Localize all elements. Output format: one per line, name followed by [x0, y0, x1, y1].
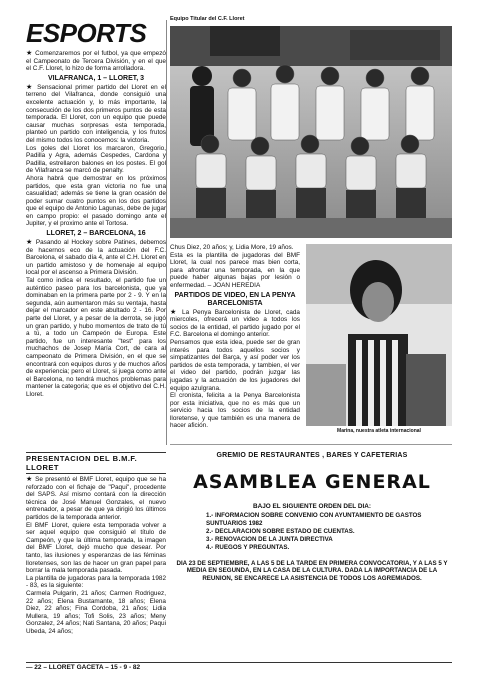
photo-caption: Marina, nuestra atleta internacional [337, 428, 421, 434]
article-paragraph: ★ Comenzaremos por el futbol, ya que empezó el Campeonato de Tercera División, y en el que el C.F. Lloret, lo hizo de forma arrolladora. [26, 50, 166, 73]
meeting-details: DIA 23 DE SEPTIEMBRE, A LAS 5 DE LA TARDE EN PRIMERA CONVOCATORIA, Y A LAS 5 Y MEDIA EN SEGUNDA, EN LA CASA DE LA CULTURA. DADA LA IMPORTANCIA DE LA REUNION, SE ENCARECE LA ASISTENCIA DE TODOS LOS AGREMIADOS. [176, 559, 448, 582]
article-paragraph: El BMF Lloret, quiere esta temporada volver a ser aquel equipo que consiguió el título de Campeón, y que la última temporada, la imagen del BMF Lloret, dejó mucho que desear. Por tanto, las ilusiones y esperanzas de las féminas lloretenses, son las de hacer un gran papel para borrar la mala temporada pasada. [26, 521, 166, 575]
column-divider [166, 20, 167, 445]
agenda-item: 3.- RENOVACION DE LA JUNTA DIRECTIVA [206, 535, 333, 543]
star-icon: ★ [26, 83, 34, 91]
team-photo-image [170, 26, 452, 238]
footer-rule [26, 662, 452, 663]
section-masthead: ESPORTS [26, 18, 147, 48]
notice-organization: GREMIO DE RESTAURANTES , BARES Y CAFETERIAS [216, 452, 408, 459]
match-headline: VILAFRANCA, 1 – LLORET, 3 [47, 74, 145, 82]
star-icon: ★ [170, 308, 179, 316]
middle-column [170, 244, 300, 430]
star-icon: ★ [26, 239, 34, 247]
photo-title: Equipo Titular del C.F. Lloret [170, 16, 245, 22]
article-paragraph: Carmela Pulgarin, 21 años; Carmen Rodriguez, 22 años; Elena Bustamante, 18 años; Elena Diez, 22 años; Fina Cordoba, 21 años; Lidia Mullera, 19 años; Tofi Solis, 23 años; Meny Gonzalez, 24 años; Nati Santana, 20 años; Paqui Ubeda, 24 años; [26, 589, 166, 635]
article-paragraph: ★ Pasando al Hockey sobre Patines, debemos de hacernos eco de la actuación del F.C. Barcelona, el sabado día 4, ante el C.H. Lloret en un partido amistoso y de homenaje al equipo local por el ascenso a Primera División. [26, 239, 167, 277]
article-paragraph: Tal como indica el resultado, el partido fue un auténtico paseo para los barcelonista, que ya dominaban en la primera parte por 2 - 9. Y en la segunda, aún aumentaron más su ventaja, hasta dejar el marcador en este abultado 2 - 16. Por parte del Lloret, y a pesar de la derrota, se jugó un gran partido, y hubo momentos de trato de tú a tú, a todo un Campeón de Europa. Este partido, fue un interesante "test" para los muchachos de Josep María Cort, de cara al campeonato de Primera División, en el que se encontrará con equipos duros y de muchos años de experiencia; pero el Lloret, si juega como ante el Barcelona, no tendrá muchos problemas para mantener la categoria; que es el objetivo del C.H. Lloret. [26, 277, 166, 398]
star-icon: ★ [26, 476, 33, 483]
article-paragraph: Chus Diez, 20 años; y, Lidia More, 19 años. [170, 244, 294, 251]
notice-title: ASAMBLEA GENERAL [193, 470, 431, 493]
page-footer: — 22 – LLORET GACETA – 15 - 9 - 82 [26, 664, 141, 671]
match-headline: LLORET, 2 – BARCELONA, 16 [46, 230, 146, 238]
agenda-item: 4.- RUEGOS Y PREGUNTAS. [206, 543, 290, 551]
runner-photo-image [306, 244, 452, 426]
article-headline: PARTIDOS DE VIDEO, EN LA PENYA BARCELONISTA [174, 291, 296, 307]
assembly-notice [172, 448, 452, 660]
article-paragraph: ★ Se presentó el BMF Lloret, equipo que se ha reforzado con el fichaje de "Paqui", procedente del SAPS. Así mismo contará con la dirección técnica de José Manuel Gonzales, el nuevo entrenador, a pesar de que ya dirigió los últimos partidos de la temporada anterior. [26, 476, 167, 521]
article-paragraph: ★ La Penya Barcelonista de Lloret, cada miercoles, ofrecerá un video a todos los socios de la entidad, el partido jugado por el F.C. Barcelona el domingo anterior. [170, 308, 300, 339]
agenda-heading: BAJO EL SIGUIENTE ORDEN DEL DIA: [252, 502, 371, 510]
article-paragraph: Ahora habrá que demostrar en los próximos partidos, que esta gran victoria no fue una casualidad; además se tiene la gran ocasión de poder sumar cuatro puntos en los dos partidos que el equipo de Antonio Lagunas, debe de jugar en campo propio: el pasado domingo ante el Jupiter, y el proximo ante el Tortosa. [26, 174, 166, 228]
agenda-item: 2.- DECLARACION SOBRE ESTADO DE CUENTAS. [206, 527, 355, 535]
bmf-article [26, 452, 166, 635]
runner-photo [306, 244, 452, 426]
article-paragraph: El cronista, felicita a la Penya Barcelonista por esta iniciativa, que no es más que un servicio hacia los socios de la entidad lloretense, y que también es una manera de hacer afición. [170, 392, 300, 430]
left-column [26, 50, 166, 399]
article-paragraph: Pensamos que esta idea, puede ser de gran interés para todos aquellos socios y simpatizantes del Barça, y así poder ver los partidos de esta temporada, y tambien, el ver el video del partido, podrán juzgar las jugadas y la actuación de los jugadores del equipo azulgrana. [170, 338, 300, 392]
article-paragraph: ★ Sensacional primer partido del Lloret en el terreno del Vilafranca, donde consiguió una excelente actuación y, lo más importante, la consecución de los dos primeros puntos de esta temporada. El Lloret, con un equipo que puede causar muchas sorpresas esta temporada, planteó un partido con inteligencia, y los frutos del mismo todos los conocemos: la victoria. [26, 83, 167, 144]
article-paragraph: Los goles del Lloret los marcaron, Gregorio, Padilla y Agra, además Cespedes, Cardona y Padilla, estrellaron balones en los postes. El gol de Vilafranca se marcó de penalty. [26, 144, 166, 175]
article-paragraph: La plantilla de jugadoras para la temporada 1982 - 83, es la siguiente: [26, 574, 166, 590]
article-headline: PRESENTACION DEL B.M.F. LLORET [26, 452, 166, 474]
agenda-item: 1.- INFORMACION SOBRE CONVENIO CON AYUNTAMIENTO DE GASTOS SUNTUARIOS 1982 [206, 511, 422, 527]
star-icon: ★ [26, 50, 33, 57]
team-photo [170, 26, 452, 238]
article-paragraph: Esta es la plantilla de jugadoras del BMF Lloret, la cual nos parece mas bien corta, para afrontar una temporada, en la que puede haber algunas bajas por lesión o enfermedad. – JOAN HEREDIA [170, 251, 300, 289]
section-divider [170, 444, 452, 445]
